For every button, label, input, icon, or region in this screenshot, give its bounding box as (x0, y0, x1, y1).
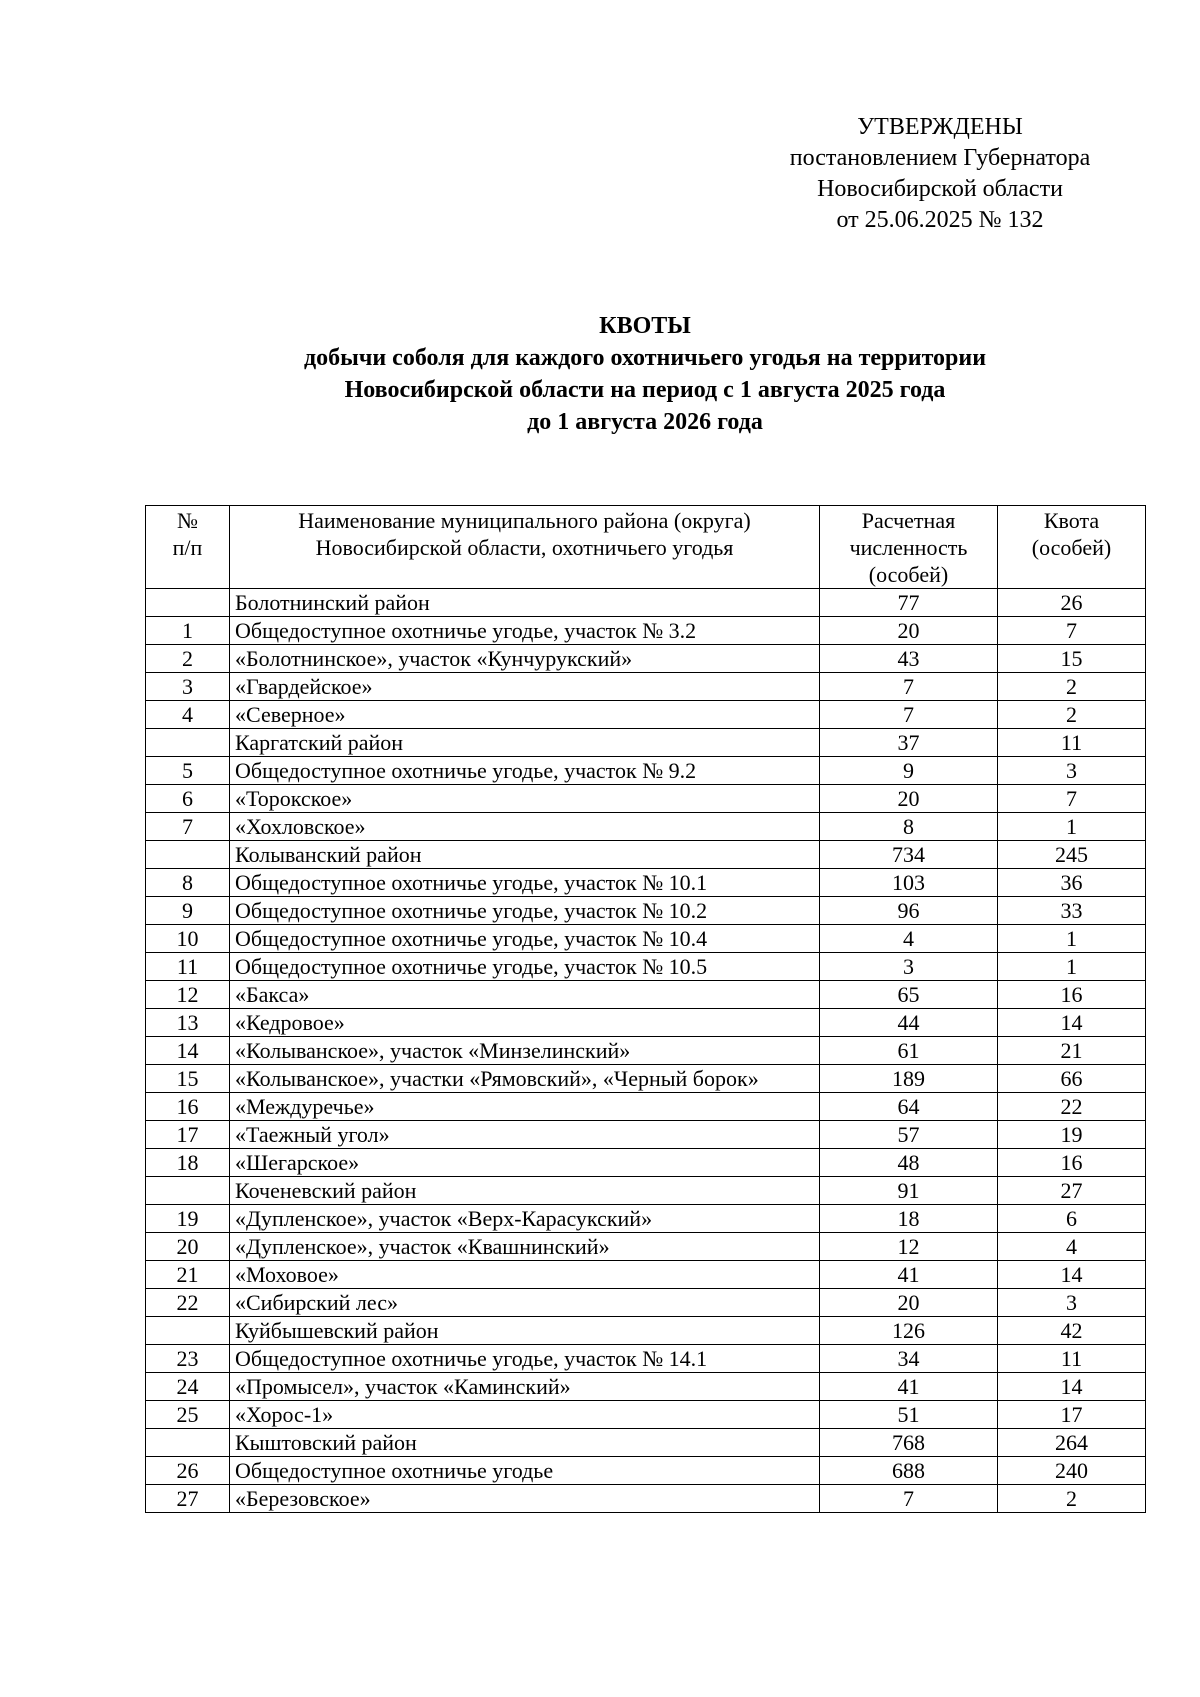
table-row (146, 1345, 1146, 1373)
table-row (146, 897, 1146, 925)
table-row (146, 1485, 1146, 1513)
row-quota: 27 (998, 1177, 1146, 1205)
row-quota: 26 (998, 589, 1146, 617)
row-number (146, 1317, 230, 1345)
table-row (146, 981, 1146, 1009)
table-row (146, 589, 1146, 617)
row-number: 21 (146, 1261, 230, 1289)
row-quota: 3 (998, 1289, 1146, 1317)
row-population: 7 (820, 1485, 998, 1513)
row-quota: 11 (998, 729, 1146, 757)
row-quota: 7 (998, 617, 1146, 645)
table-row (146, 617, 1146, 645)
row-quota: 21 (998, 1037, 1146, 1065)
row-population: 43 (820, 645, 998, 673)
row-quota: 264 (998, 1429, 1146, 1457)
row-quota: 33 (998, 897, 1146, 925)
row-name: Общедоступное охотничье угодье, участок № 10.2 (230, 897, 820, 925)
row-population: 48 (820, 1149, 998, 1177)
row-name: Общедоступное охотничье угодье, участок № 10.4 (230, 925, 820, 953)
row-number: 7 (146, 813, 230, 841)
row-quota: 2 (998, 673, 1146, 701)
header-name (230, 506, 820, 589)
row-number: 15 (146, 1065, 230, 1093)
approval-region-line: Новосибирской области (817, 176, 1063, 202)
header-population-line: Расчетная (861, 508, 956, 533)
row-population: 768 (820, 1429, 998, 1457)
row-quota: 16 (998, 981, 1146, 1009)
table-row (146, 1121, 1146, 1149)
table-row (146, 1457, 1146, 1485)
row-quota: 3 (998, 757, 1146, 785)
table-row (146, 729, 1146, 757)
row-name: Общедоступное охотничье угодье, участок № 9.2 (230, 757, 820, 785)
row-number: 24 (146, 1373, 230, 1401)
row-name: Общедоступное охотничье угодье, участок № 10.1 (230, 869, 820, 897)
row-quota: 14 (998, 1261, 1146, 1289)
row-name: «Междуречье» (230, 1093, 820, 1121)
row-name: «Колыванское», участок «Минзелинский» (230, 1037, 820, 1065)
table-row (146, 1009, 1146, 1037)
row-quota: 4 (998, 1233, 1146, 1261)
row-number: 26 (146, 1457, 230, 1485)
row-population: 189 (820, 1065, 998, 1093)
row-name: Куйбышевский район (230, 1317, 820, 1345)
row-population: 41 (820, 1261, 998, 1289)
row-number: 14 (146, 1037, 230, 1065)
row-quota: 1 (998, 925, 1146, 953)
row-population: 20 (820, 617, 998, 645)
header-num-line: п/п (172, 535, 203, 560)
row-name: «Северное» (230, 701, 820, 729)
row-population: 96 (820, 897, 998, 925)
row-name: Общедоступное охотничье угодье, участок № 3.2 (230, 617, 820, 645)
row-quota: 240 (998, 1457, 1146, 1485)
row-number (146, 1429, 230, 1457)
row-name: «Бакса» (230, 981, 820, 1009)
title-line-4: до 1 августа 2026 года (527, 409, 763, 435)
row-population: 7 (820, 673, 998, 701)
row-quota: 16 (998, 1149, 1146, 1177)
row-population: 688 (820, 1457, 998, 1485)
row-population: 34 (820, 1345, 998, 1373)
row-population: 126 (820, 1317, 998, 1345)
table-row (146, 1317, 1146, 1345)
row-number (146, 589, 230, 617)
header-population-line: численность (849, 535, 968, 560)
row-number: 22 (146, 1289, 230, 1317)
row-population: 9 (820, 757, 998, 785)
row-number: 9 (146, 897, 230, 925)
row-number: 6 (146, 785, 230, 813)
document-title (0, 310, 1200, 438)
row-number: 4 (146, 701, 230, 729)
row-number: 25 (146, 1401, 230, 1429)
row-population: 77 (820, 589, 998, 617)
row-name: «Кедровое» (230, 1009, 820, 1037)
table-row (146, 1373, 1146, 1401)
row-quota: 42 (998, 1317, 1146, 1345)
approval-date-number: от 25.06.2025 № 132 (836, 207, 1044, 233)
row-quota: 66 (998, 1065, 1146, 1093)
row-name: «Болотнинское», участок «Кунчурукский» (230, 645, 820, 673)
table-row (146, 1093, 1146, 1121)
table-row (146, 645, 1146, 673)
row-name: Общедоступное охотничье угодье (230, 1457, 820, 1485)
table-row (146, 1233, 1146, 1261)
row-name: «Гвардейское» (230, 673, 820, 701)
row-quota: 17 (998, 1401, 1146, 1429)
row-name: «Торокское» (230, 785, 820, 813)
table-row (146, 1149, 1146, 1177)
row-quota: 1 (998, 813, 1146, 841)
row-quota: 2 (998, 701, 1146, 729)
row-quota: 19 (998, 1121, 1146, 1149)
row-name: Общедоступное охотничье угодье, участок № 14.1 (230, 1345, 820, 1373)
row-name: Общедоступное охотничье угодье, участок № 10.5 (230, 953, 820, 981)
row-quota: 15 (998, 645, 1146, 673)
row-number (146, 729, 230, 757)
header-population (820, 506, 998, 589)
row-quota: 11 (998, 1345, 1146, 1373)
quota-table (145, 505, 1146, 1513)
row-name: «Моховое» (230, 1261, 820, 1289)
table-row (146, 757, 1146, 785)
row-name: Кыштовский район (230, 1429, 820, 1457)
row-number: 18 (146, 1149, 230, 1177)
row-quota: 7 (998, 785, 1146, 813)
row-number: 2 (146, 645, 230, 673)
row-population: 37 (820, 729, 998, 757)
row-name: «Хохловское» (230, 813, 820, 841)
row-number (146, 841, 230, 869)
row-number: 12 (146, 981, 230, 1009)
row-number: 8 (146, 869, 230, 897)
row-population: 18 (820, 1205, 998, 1233)
row-population: 20 (820, 1289, 998, 1317)
header-num-line: № (177, 508, 198, 533)
row-quota: 245 (998, 841, 1146, 869)
row-name: «Березовское» (230, 1485, 820, 1513)
row-quota: 36 (998, 869, 1146, 897)
row-population: 103 (820, 869, 998, 897)
row-number: 27 (146, 1485, 230, 1513)
table-row (146, 1261, 1146, 1289)
row-number: 23 (146, 1345, 230, 1373)
row-quota: 6 (998, 1205, 1146, 1233)
row-population: 7 (820, 701, 998, 729)
row-population: 12 (820, 1233, 998, 1261)
table-row (146, 925, 1146, 953)
row-name: «Сибирский лес» (230, 1289, 820, 1317)
row-name: Коченевский район (230, 1177, 820, 1205)
table-header-row (146, 506, 1146, 589)
row-number: 11 (146, 953, 230, 981)
row-population: 64 (820, 1093, 998, 1121)
approval-decree-line: постановлением Губернатора (789, 145, 1091, 171)
row-name: «Дупленское», участок «Квашнинский» (230, 1233, 820, 1261)
row-number (146, 1177, 230, 1205)
row-number: 10 (146, 925, 230, 953)
row-number: 1 (146, 617, 230, 645)
table-row (146, 785, 1146, 813)
table-row (146, 869, 1146, 897)
row-name: «Дупленское», участок «Верх-Карасукский» (230, 1205, 820, 1233)
table-row (146, 1429, 1146, 1457)
table-row (146, 1205, 1146, 1233)
row-population: 4 (820, 925, 998, 953)
quota-table-body (146, 589, 1146, 1513)
table-row (146, 1289, 1146, 1317)
row-quota: 14 (998, 1009, 1146, 1037)
row-name: «Хорос-1» (230, 1401, 820, 1429)
row-population: 51 (820, 1401, 998, 1429)
row-number: 5 (146, 757, 230, 785)
table-row (146, 841, 1146, 869)
table-row (146, 813, 1146, 841)
row-population: 91 (820, 1177, 998, 1205)
table-row (146, 1065, 1146, 1093)
table-row (146, 1177, 1146, 1205)
row-number: 17 (146, 1121, 230, 1149)
row-population: 57 (820, 1121, 998, 1149)
table-row (146, 673, 1146, 701)
row-quota: 14 (998, 1373, 1146, 1401)
header-population-line: (особей) (868, 562, 949, 587)
row-quota: 1 (998, 953, 1146, 981)
approval-heading: УТВЕРЖДЕНЫ (857, 114, 1023, 140)
row-population: 41 (820, 1373, 998, 1401)
approval-stamp (760, 112, 1120, 236)
row-number: 19 (146, 1205, 230, 1233)
row-name: «Колыванское», участки «Рямовский», «Черный борок» (230, 1065, 820, 1093)
row-name: «Промысел», участок «Каминский» (230, 1373, 820, 1401)
header-num (146, 506, 230, 589)
header-quota (998, 506, 1146, 589)
title-line-2: добычи соболя для каждого охотничьего угодья на территории (303, 345, 987, 371)
row-number: 16 (146, 1093, 230, 1121)
table-row (146, 1037, 1146, 1065)
table-row (146, 1401, 1146, 1429)
row-population: 20 (820, 785, 998, 813)
row-number: 13 (146, 1009, 230, 1037)
row-quota: 22 (998, 1093, 1146, 1121)
row-population: 734 (820, 841, 998, 869)
table-row (146, 953, 1146, 981)
row-number: 3 (146, 673, 230, 701)
row-name: «Шегарское» (230, 1149, 820, 1177)
title-line-3: Новосибирской области на период с 1 августа 2025 года (344, 377, 946, 403)
row-population: 8 (820, 813, 998, 841)
title-heading: КВОТЫ (599, 313, 691, 339)
table-row (146, 701, 1146, 729)
row-population: 44 (820, 1009, 998, 1037)
row-number: 20 (146, 1233, 230, 1261)
row-population: 61 (820, 1037, 998, 1065)
row-quota: 2 (998, 1485, 1146, 1513)
row-name: «Таежный угол» (230, 1121, 820, 1149)
header-name-line: Новосибирской области, охотничьего угодья (315, 535, 734, 560)
row-population: 3 (820, 953, 998, 981)
row-name: Колыванский район (230, 841, 820, 869)
header-name-line: Наименование муниципального района (округа) (298, 508, 751, 533)
row-name: Болотнинский район (230, 589, 820, 617)
row-population: 65 (820, 981, 998, 1009)
header-quota-line: (особей) (1031, 535, 1112, 560)
row-name: Каргатский район (230, 729, 820, 757)
header-quota-line: Квота (1043, 508, 1100, 533)
